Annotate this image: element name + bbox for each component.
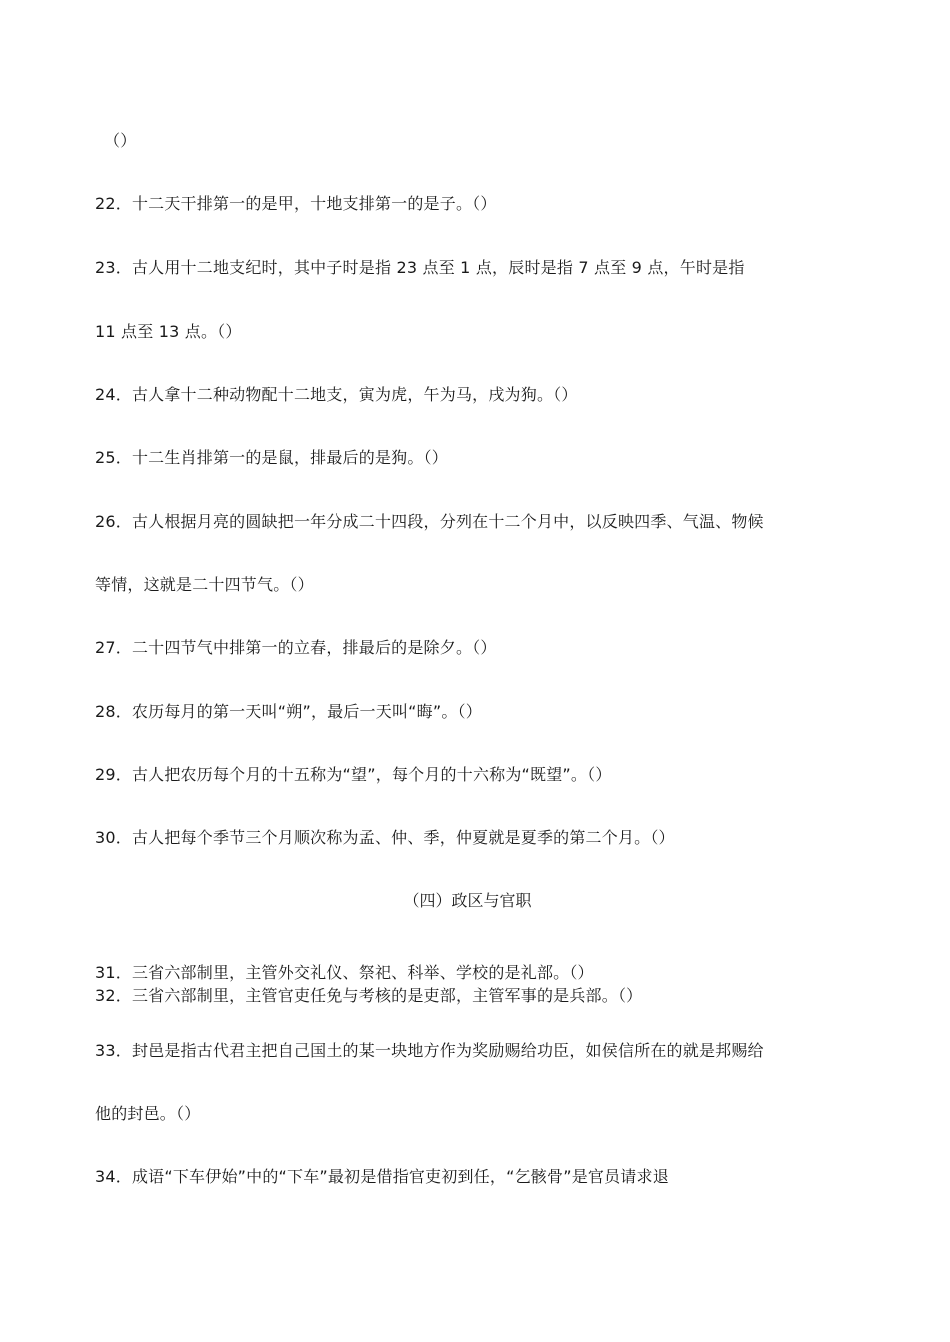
question-33-continuation: 他的封邑。（） [95, 1104, 201, 1123]
question-24: 24．古人拿十二种动物配十二地支，寅为虎，午为马，戌为狗。（） [95, 385, 578, 404]
question-25: 25．十二生肖排第一的是鼠，排最后的是狗。（） [95, 448, 448, 467]
question-33: 33．封邑是指古代君主把自己国土的某一块地方作为奖励赐给功臣，如侯信所在的就是邦赐给 [95, 1041, 764, 1060]
question-26: 26．古人根据月亮的圆缺把一年分成二十四段，分列在十二个月中，以反映四季、气温、物候 [95, 512, 764, 531]
line-21-continuation: （） [104, 131, 137, 150]
question-23-continuation: 11 点至 13 点。（） [95, 322, 242, 341]
question-31: 31．三省六部制里，主管外交礼仪、祭祀、科举、学校的是礼部。（） [95, 963, 594, 982]
question-34: 34．成语“下车伊始”中的“下车”最初是借指官吏初到任，“乞骸骨”是官员请求退 [95, 1167, 669, 1186]
question-22: 22．十二天干排第一的是甲，十地支排第一的是子。（） [95, 194, 497, 213]
question-26-continuation: 等情，这就是二十四节气。（） [95, 575, 314, 594]
section-heading: （四）政区与官职 [403, 891, 532, 910]
question-23: 23．古人用十二地支纪时，其中子时是指 23 点至 1 点，辰时是指 7 点至 9 点，午时是指 [95, 258, 745, 277]
question-28: 28．农历每月的第一天叫“朔”，最后一天叫“晦”。（） [95, 702, 482, 721]
question-29: 29．古人把农历每个月的十五称为“望”，每个月的十六称为“既望”。（） [95, 765, 612, 784]
question-32: 32．三省六部制里，主管官吏任免与考核的是吏部，主管军事的是兵部。（） [95, 986, 643, 1005]
question-30: 30．古人把每个季节三个月顺次称为孟、仲、季，仲夏就是夏季的第二个月。（） [95, 828, 675, 847]
question-27: 27．二十四节气中排第一的立春，排最后的是除夕。（） [95, 638, 497, 657]
